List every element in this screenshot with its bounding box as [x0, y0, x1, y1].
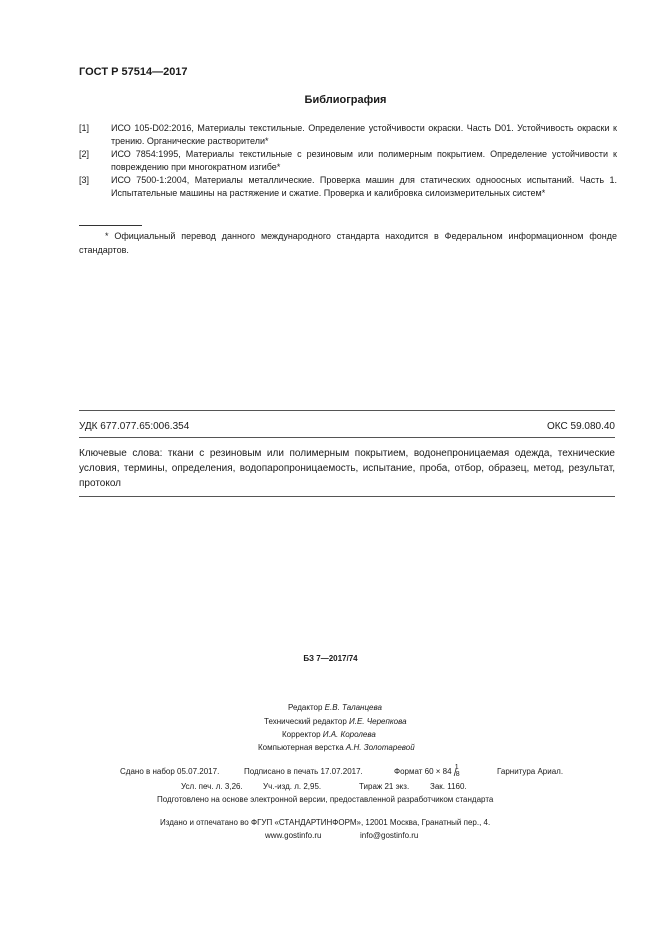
ref-number: [3] — [79, 175, 90, 185]
credit-label: Технический редактор — [264, 717, 347, 726]
print-format-fraction — [453, 764, 466, 779]
publisher-email[interactable]: info@gostinfo.ru — [360, 831, 419, 840]
fraction-denominator: 8 — [455, 771, 460, 778]
credit-label: Корректор — [282, 730, 321, 739]
print-typeset-date: Сдано в набор 05.07.2017. — [120, 767, 220, 776]
print-format — [394, 764, 466, 779]
credit-tech-editor — [264, 717, 407, 726]
ref-number: [1] — [79, 123, 90, 133]
document-header: ГОСТ Р 57514—2017 — [79, 66, 188, 78]
credit-layout — [258, 743, 415, 752]
ref-text: ИСО 7500-1:2004, Материалы металлические. Проверка машин для статических одноосных испытаний. Часть 1. Испытательные машины на растяжение и сжатие. Проверка и калибровка силоизмерительных систем* — [111, 175, 617, 198]
credit-name: И.А. Королева — [322, 730, 376, 739]
footnote: * Официальный перевод данного международного стандарта находится в Федеральном информационном фонде стандартов. — [79, 231, 617, 255]
keywords: Ключевые слова: ткани с резиновым или полимерным покрытием, водонепроницаемая одежда, технические условия, термины, определения, водопаропроницаемость, испытание, проба, отбор, образец, метод, результат, протокол — [79, 448, 615, 489]
print-font: Гарнитура Ариал. — [497, 767, 564, 776]
ref-number: [2] — [79, 149, 90, 159]
oks-code: ОКС 59.080.40 — [547, 421, 615, 432]
bibliography-ref — [79, 122, 617, 147]
credit-label: Компьютерная верстка — [258, 743, 344, 752]
print-prepared-note: Подготовлено на основе электронной версии, предоставленной разработчиком стандарта — [157, 795, 494, 804]
print-edition-sheets: Уч.-изд. л. 2,95. — [263, 782, 322, 791]
print-order: Зак. 1160. — [430, 782, 467, 791]
divider-top — [79, 410, 615, 411]
credit-name: И.Е. Черепкова — [349, 717, 407, 726]
ref-text: ИСО 7854:1995, Материалы текстильные с резиновым или полимерным покрытием. Определение устойчивости к повреждению при многократном изгибе* — [111, 149, 617, 172]
print-sheets: Усл. печ. л. 3,26. — [181, 782, 243, 791]
print-run: Тираж 21 экз. — [359, 782, 410, 791]
print-format-text: Формат 60 × 84 — [394, 767, 452, 776]
divider-bottom — [79, 496, 615, 497]
publisher-address: Издано и отпечатано во ФГУП «СТАНДАРТИНФОРМ», 12001 Москва, Гранатный пер., 4. — [160, 818, 491, 827]
bibliography-ref — [79, 148, 617, 173]
credit-editor — [288, 703, 382, 712]
udk-code: УДК 677.077.65:006.354 — [79, 421, 190, 432]
ref-text: ИСО 105-D02:2016, Материалы текстильные. Определение устойчивости окраски. Часть D01. Устойчивость окраски к трению. Органические растворители* — [111, 123, 617, 146]
credit-name: А.Н. Золотаревой — [345, 743, 415, 752]
footnote-separator — [79, 225, 142, 226]
credit-label: Редактор — [288, 703, 323, 712]
print-signed-date: Подписано в печать 17.07.2017. — [244, 767, 363, 776]
fraction-numerator: 1 — [454, 764, 459, 771]
divider-middle — [79, 437, 615, 438]
bibliography-title: Библиография — [304, 94, 387, 106]
credit-name: Е.В. Таланцева — [324, 703, 382, 712]
fraction-slash: / — [453, 768, 457, 779]
publisher-website[interactable]: www.gostinfo.ru — [265, 831, 322, 840]
credit-corrector — [282, 730, 376, 739]
bibliography-ref — [79, 174, 617, 199]
bz-number: БЗ 7—2017/74 — [303, 654, 358, 663]
